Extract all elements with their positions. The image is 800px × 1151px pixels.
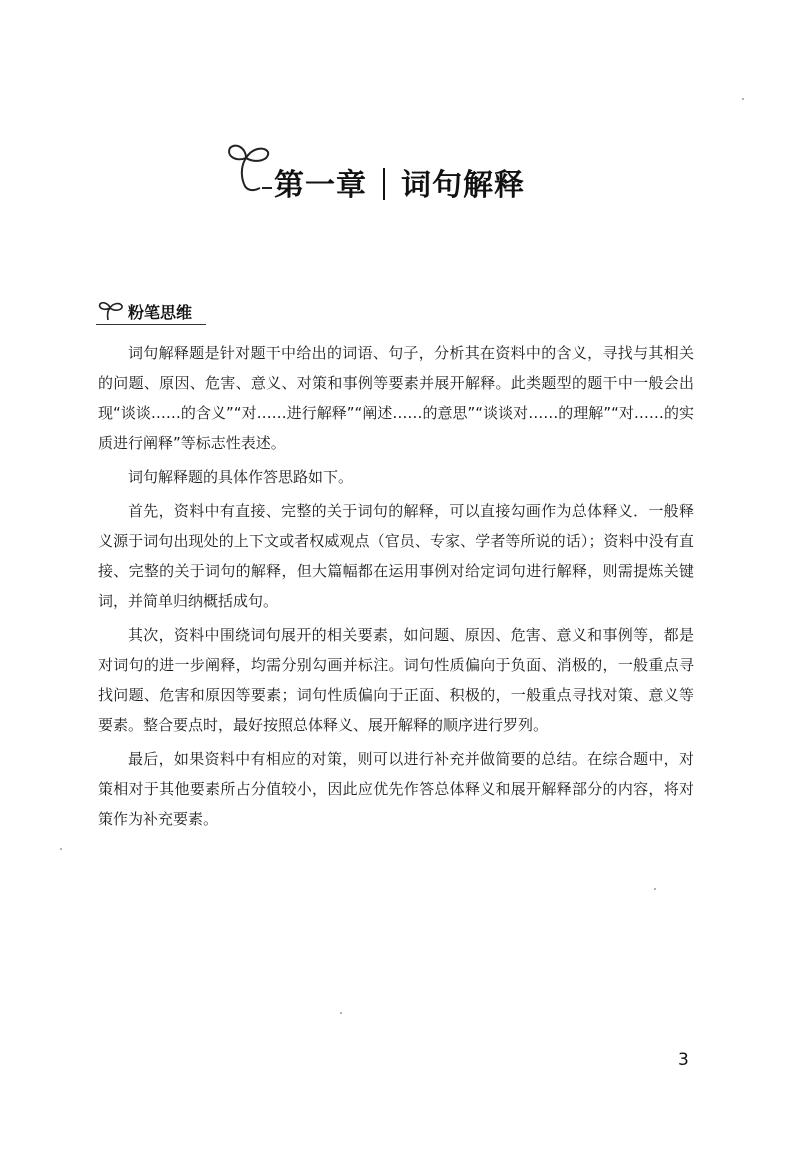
chapter-header: [222, 138, 642, 218]
leaf-icon: [96, 302, 124, 322]
scan-speck: [60, 848, 62, 850]
chapter-name: 词句解释: [401, 168, 525, 203]
section-underline: [96, 324, 206, 325]
page-number: 3: [678, 1050, 689, 1070]
sprout-icon: [222, 138, 274, 198]
section-header: [96, 300, 206, 324]
paragraph: 其次，资料中围绕词句展开的相关要素，如问题、原因、危害、意义和事例等，都是对词句的进一步阐释，均需分别勾画并标注。词句性质偏向于负面、消极的，一般重点寻找问题、危害和原因等要素；词句性质偏向于正面、积极的，一般重点寻找对策、意义等要素。整合要点时，最好按照总体释义、展开解释的顺序进行罗列。: [98, 626, 694, 734]
chapter-title: [274, 160, 525, 204]
paragraph: 首先，资料中有直接、完整的关于词句的解释，可以直接勾画作为总体释义．一般释义源于词句出现处的上下文或者权威观点（官员、专家、学者等所说的话）；资料中没有直接、完整的关于词句的解释，但大篇幅都在运用事例对给定词句进行解释，则需提炼关键词，并简单归纳概括成句。: [98, 502, 694, 610]
body-text: [98, 338, 694, 838]
section-title: 粉笔思维: [128, 303, 193, 322]
paragraph: 词句解释题的具体作答思路如下。: [128, 468, 354, 486]
paragraph: 最后，如果资料中有相应的对策，则可以进行补充并做简要的总结。在综合题中，对策相对于其他要素所占分值较小，因此应优先作答总体释义和展开解释部分的内容，将对策作为补充要素。: [98, 750, 694, 828]
scan-speck: [654, 888, 656, 890]
scan-speck: [340, 1012, 342, 1014]
title-separator: [383, 168, 385, 200]
paragraph: 词句解释题是针对题干中给出的词语、句子，分析其在资料中的含义，寻找与其相关的问题、原因、危害、意义、对策和事例等要素并展开解释。此类题型的题干中一般会出现“谈谈……的含义”“对……进行解释”“阐述……的意思”“谈谈对……的理解”“对……的实质进行阐释”等标志性表述。: [98, 344, 694, 452]
chapter-number: 第一章: [274, 168, 367, 203]
scan-speck: [742, 98, 744, 100]
